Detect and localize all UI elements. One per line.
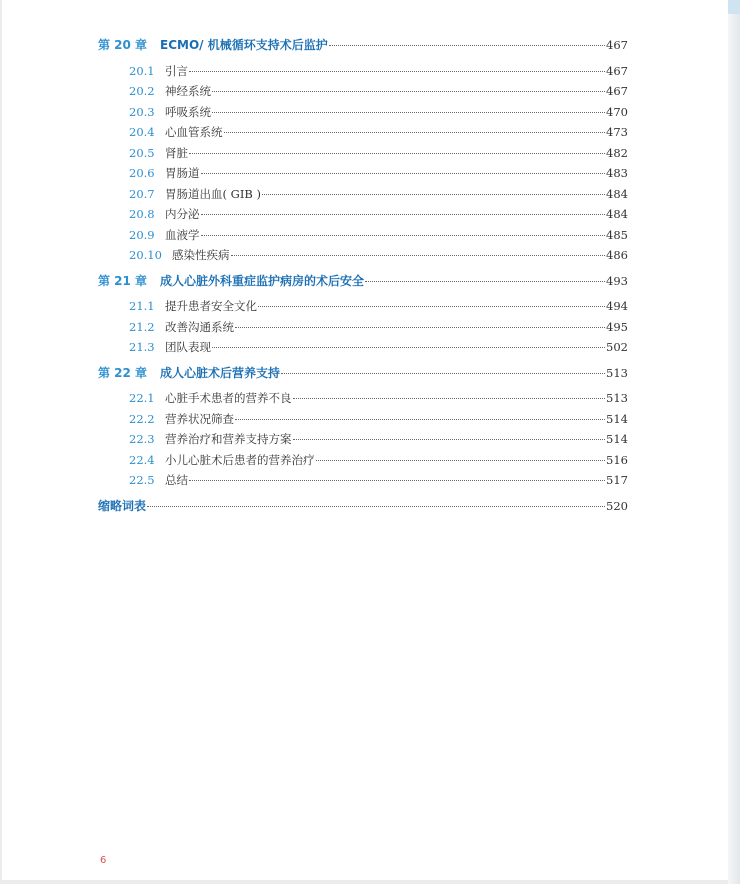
toc-section-20-10[interactable] [98,247,628,268]
table-of-contents [98,36,628,517]
toc-section-20-1[interactable] [98,63,628,84]
dot-leader [212,112,605,113]
page-reference: 514 [606,432,628,446]
page-reference: 517 [606,473,628,487]
toc-section-21-3[interactable] [98,339,628,360]
section-number: 20.9 [129,227,155,242]
page-edge-tab [728,0,740,14]
footer-page-number: 6 [100,855,107,866]
chapter-title: 成人心脏外科重症监护病房的术后安全 [160,273,365,288]
toc-section-20-8[interactable] [98,206,628,227]
section-title: 总结 [165,473,188,487]
toc-chapter-21[interactable] [98,272,628,293]
page-reference: 483 [606,166,628,180]
section-number: 20.5 [129,145,155,160]
page-reference: 485 [606,227,628,242]
section-title: 神经系统 [165,84,211,98]
chapter-number: 第 21 章 [98,273,148,288]
page-reference: 467 [606,63,628,78]
dot-leader [365,281,605,282]
section-number: 21.3 [129,340,155,354]
section-number: 22.3 [129,432,155,446]
section-number: 20.3 [129,104,155,119]
page-reference: 513 [606,365,628,380]
section-number: 20.1 [129,63,155,78]
page-reference: 482 [606,145,628,160]
document-page [2,0,728,880]
dot-leader [189,480,605,481]
page-reference: 502 [606,340,628,354]
dot-leader [329,45,605,46]
dot-leader [224,132,606,133]
chapter-number: 第 22 章 [98,365,148,380]
toc-section-21-1[interactable] [98,298,628,319]
section-number: 20.6 [129,166,155,180]
page-reference: 520 [606,498,628,513]
dot-leader [293,398,606,399]
page-reference: 470 [606,104,628,119]
section-number: 22.5 [129,473,155,487]
dot-leader [293,439,606,440]
toc-section-20-2[interactable] [98,83,628,104]
section-title: 血液学 [165,227,200,242]
section-title: 营养状况筛查 [165,411,234,426]
page-reference: 494 [606,299,628,313]
toc-section-22-1[interactable] [98,390,628,411]
dot-leader [189,153,605,154]
section-title: 胃肠道 [165,166,200,180]
section-title: 引言 [165,63,188,78]
page-reference: 473 [606,125,628,139]
section-title: 营养治疗和营养支持方案 [165,432,292,446]
page-reference: 484 [606,207,628,221]
chapter-title: 成人心脏术后营养支持 [160,365,281,380]
toc-section-20-9[interactable] [98,227,628,248]
section-number: 21.2 [129,319,155,334]
dot-leader [189,71,605,72]
toc-glossary[interactable] [98,497,628,518]
section-number: 22.2 [129,411,155,426]
section-number: 22.4 [129,452,155,467]
page-reference: 516 [606,452,628,467]
toc-chapter-20[interactable] [98,36,628,57]
dot-leader [201,235,606,236]
toc-section-20-7[interactable] [98,186,628,207]
section-title: 感染性疾病 [172,248,230,262]
section-number: 20.4 [129,125,155,139]
page-reference: 493 [606,273,628,288]
toc-section-21-2[interactable] [98,319,628,340]
dot-leader [201,173,606,174]
page-reference: 486 [606,248,628,262]
toc-section-20-4[interactable] [98,124,628,145]
section-number: 20.10 [129,248,162,262]
section-title: 团队表现 [165,340,211,354]
section-number: 20.2 [129,84,155,98]
section-title: 呼吸系统 [165,104,211,119]
section-title: 心血管系统 [165,125,223,139]
section-title: 心脏手术患者的营养不良 [165,391,292,405]
toc-section-20-6[interactable] [98,165,628,186]
page-edge [728,0,740,884]
section-number: 20.7 [129,186,155,201]
toc-section-22-3[interactable] [98,431,628,452]
toc-section-22-5[interactable] [98,472,628,493]
glossary-title: 缩略词表 [98,498,147,513]
dot-leader [316,460,606,461]
section-title: 改善沟通系统 [165,319,234,334]
toc-chapter-22[interactable] [98,364,628,385]
page-reference: 467 [606,84,628,98]
page-reference: 513 [606,391,628,405]
dot-leader [235,419,605,420]
section-number: 20.8 [129,207,155,221]
dot-leader [235,327,605,328]
page-reference: 467 [606,38,628,52]
page-reference: 514 [606,411,628,426]
dot-leader [231,255,606,256]
dot-leader [258,306,605,307]
dot-leader [212,347,605,348]
section-title: 提升患者安全文化 [165,299,257,313]
section-title: 小儿心脏术后患者的营养治疗 [165,452,315,467]
chapter-title: ECMO/ 机械循环支持术后监护 [160,38,328,52]
dot-leader [201,214,606,215]
section-title: 胃肠道出血( GIB ) [165,186,261,201]
page-reference: 495 [606,319,628,334]
toc-section-20-3[interactable] [98,104,628,125]
toc-section-22-4[interactable] [98,452,628,473]
toc-section-22-2[interactable] [98,411,628,432]
section-title: 内分泌 [165,207,200,221]
dot-leader [262,194,605,195]
dot-leader [281,373,605,374]
dot-leader [147,506,605,507]
dot-leader [212,91,605,92]
chapter-number: 第 20 章 [98,38,148,52]
section-title: 肾脏 [165,145,188,160]
page-reference: 484 [606,186,628,201]
section-number: 21.1 [129,299,155,313]
section-number: 22.1 [129,391,155,405]
toc-section-20-5[interactable] [98,145,628,166]
